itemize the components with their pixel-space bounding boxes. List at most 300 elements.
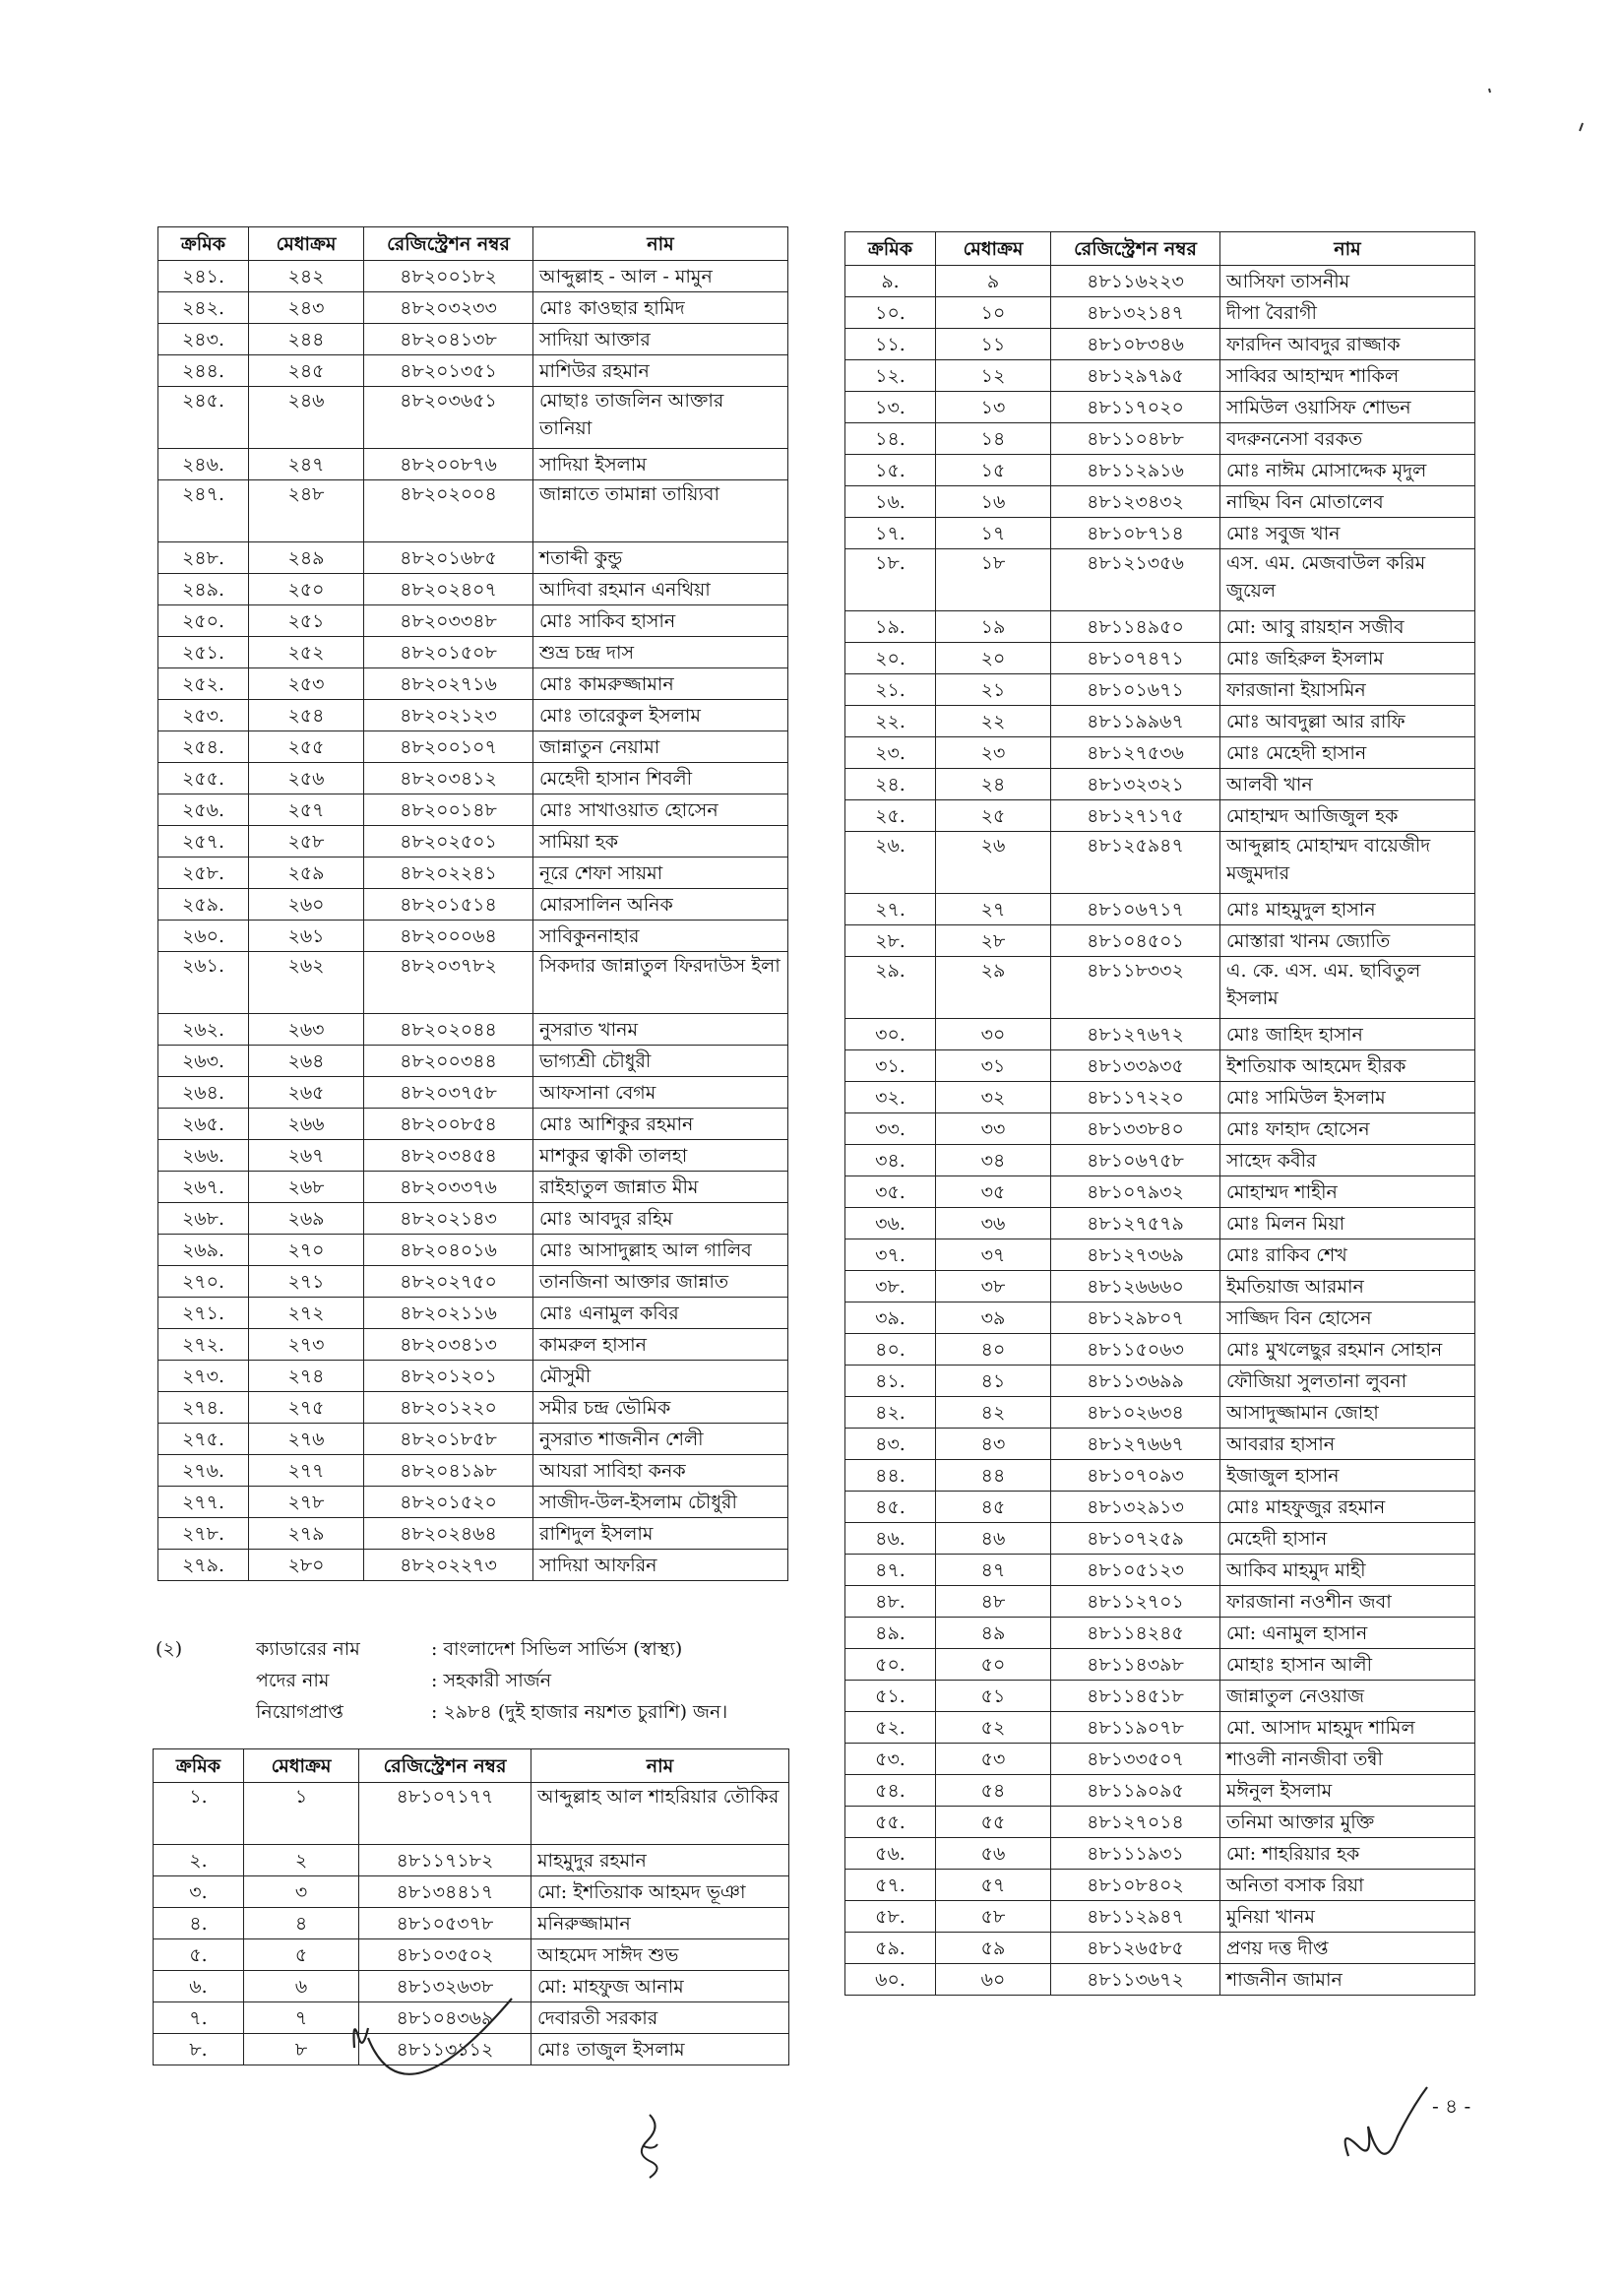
- serial-cell: ৩৫.: [845, 1176, 936, 1208]
- merit-cell: ৪৬: [936, 1523, 1051, 1555]
- table-row: [845, 455, 1475, 486]
- name-cell: মোহাঃ হাসান আলী: [1220, 1649, 1475, 1681]
- section-number: (২): [156, 1638, 183, 1660]
- merit-cell: ৫৫: [936, 1807, 1051, 1838]
- name-cell: মোঃ ফাহাদ হোসেন: [1220, 1113, 1475, 1145]
- name-cell: নূরে শেফা সায়মা: [533, 858, 788, 889]
- registration-cell: ৪৮১২৭৬৬৭: [1051, 1429, 1220, 1460]
- serial-cell: ৭.: [154, 2002, 244, 2034]
- name-cell: মোস্তারা খানম জ্যোতি: [1220, 925, 1475, 957]
- serial-cell: ২৩.: [845, 737, 936, 769]
- table-row: [158, 637, 788, 668]
- name-cell: প্রণয় দত্ত দীপ্ত: [1220, 1933, 1475, 1964]
- serial-cell: ৩৪.: [845, 1145, 936, 1176]
- serial-cell: ২২.: [845, 706, 936, 737]
- registration-cell: ৪৮১৩৩৮৪০: [1051, 1113, 1220, 1145]
- serial-cell: ১৫.: [845, 455, 936, 486]
- name-cell: সামিউল ওয়াসিফ শোভন: [1220, 392, 1475, 423]
- serial-cell: ৫৫.: [845, 1807, 936, 1838]
- name-cell: শুভ্র চন্দ্র দাস: [533, 637, 788, 668]
- name-cell: মোঃ এনামুল কবির: [533, 1298, 788, 1329]
- merit-cell: ৩৯: [936, 1302, 1051, 1334]
- registration-cell: ৪৮১২৫৯৪৭: [1051, 832, 1220, 894]
- merit-cell: ৫৮: [936, 1901, 1051, 1933]
- registration-cell: ৪৮২০২৪৬৪: [364, 1518, 533, 1550]
- table-row: [845, 1239, 1475, 1271]
- name-cell: সাদিয়া ইসলাম: [533, 449, 788, 480]
- table-row: [158, 324, 788, 355]
- name-cell: শতাব্দী কুন্ডু: [533, 542, 788, 574]
- column-header: মেধাক্রম: [244, 1749, 359, 1783]
- registration-cell: ৪৮২০০৩৪৪: [364, 1046, 533, 1077]
- serial-cell: ৩২.: [845, 1082, 936, 1113]
- table-row: [845, 957, 1475, 1019]
- merit-cell: ১১: [936, 329, 1051, 360]
- table-row: [158, 542, 788, 574]
- table-row: [845, 1744, 1475, 1775]
- table-row: [845, 392, 1475, 423]
- name-cell: সাজীদ-উল-ইসলাম চৌধুরী: [533, 1487, 788, 1518]
- registration-cell: ৪৮২০০১০৭: [364, 731, 533, 763]
- serial-cell: ৫.: [154, 1939, 244, 1971]
- serial-cell: ২৬৯.: [158, 1235, 249, 1266]
- registration-cell: ৪৮১১৯০৭৮: [1051, 1712, 1220, 1744]
- serial-cell: ৩৩.: [845, 1113, 936, 1145]
- table-row: [845, 1176, 1475, 1208]
- merit-cell: ৫: [244, 1939, 359, 1971]
- name-cell: আকিব মাহমুদ মাহী: [1220, 1555, 1475, 1586]
- name-cell: মোঃ আসাদুল্লাহ আল গালিব: [533, 1235, 788, 1266]
- registration-cell: ৪৮১৩২৬৩৮: [359, 1971, 531, 2002]
- name-cell: এ. কে. এস. এম. ছাবিতুল ইসলাম: [1220, 957, 1475, 1019]
- registration-cell: ৪৮২০০৮৭৬: [364, 449, 533, 480]
- serial-cell: ২৭০.: [158, 1266, 249, 1298]
- serial-cell: ৪৮.: [845, 1586, 936, 1618]
- merit-cell: ৫৬: [936, 1838, 1051, 1870]
- serial-cell: ১০.: [845, 297, 936, 329]
- table-row: [845, 643, 1475, 674]
- registration-cell: ৪৮২০১৫০৮: [364, 637, 533, 668]
- registration-cell: ৪৮১১৯৯৬৭: [1051, 706, 1220, 737]
- table-row: [845, 800, 1475, 832]
- merit-cell: ২৫৭: [249, 794, 364, 826]
- registration-cell: ৪৮২০২১৪৩: [364, 1203, 533, 1235]
- name-cell: ইমতিয়াজ আরমান: [1220, 1271, 1475, 1302]
- name-cell: আফসানা বেগম: [533, 1077, 788, 1109]
- name-cell: মাশকুর ত্বাকী তালহা: [533, 1140, 788, 1172]
- registration-cell: ৪৮২০২৫০১: [364, 826, 533, 858]
- name-cell: সামিয়া হক: [533, 826, 788, 858]
- serial-cell: ৫১.: [845, 1681, 936, 1712]
- registration-cell: ৪৮২০৩২৩৩: [364, 292, 533, 324]
- registration-cell: ৪৮১২৭৫৩৬: [1051, 737, 1220, 769]
- name-cell: মোঃ সাকিব হাসান: [533, 605, 788, 637]
- merit-cell: ২৪৬: [249, 387, 364, 449]
- serial-cell: ২০.: [845, 643, 936, 674]
- name-cell: সমীর চন্দ্র ভৌমিক: [533, 1392, 788, 1424]
- name-cell: শাওলী নানজীবা তন্বী: [1220, 1744, 1475, 1775]
- table-row: [845, 832, 1475, 894]
- serial-cell: ৪৬.: [845, 1523, 936, 1555]
- serial-cell: ২৬৩.: [158, 1046, 249, 1077]
- section-value: : ২৯৮৪ (দুই হাজার নয়শত চুরাশি) জন।: [431, 1701, 728, 1723]
- table-row: [845, 706, 1475, 737]
- name-cell: মোঃ মিলন মিয়া: [1220, 1208, 1475, 1239]
- serial-cell: ২৫৫.: [158, 763, 249, 794]
- table-row: [845, 266, 1475, 297]
- registration-cell: ৪৮২০৩৪১৩: [364, 1329, 533, 1361]
- merit-cell: ২১: [936, 674, 1051, 706]
- name-cell: সাদিয়া আক্তার: [533, 324, 788, 355]
- registration-cell: ৪৮১০৭২৫৯: [1051, 1523, 1220, 1555]
- name-cell: মোঃ জাহিদ হাসান: [1220, 1019, 1475, 1050]
- name-cell: মোঃ তাজুল ইসলাম: [531, 2034, 789, 2065]
- table-row: [158, 889, 788, 921]
- serial-cell: ২৫৯.: [158, 889, 249, 921]
- merit-cell: ২৫৪: [249, 700, 364, 731]
- serial-cell: ২৪৭.: [158, 480, 249, 542]
- serial-cell: ১৪.: [845, 423, 936, 455]
- name-cell: ফারজানা ইয়াসমিন: [1220, 674, 1475, 706]
- serial-cell: ৪০.: [845, 1334, 936, 1366]
- name-cell: সাহেদ কবীর: [1220, 1145, 1475, 1176]
- table-row: [845, 1113, 1475, 1145]
- name-cell: মুনিয়া খানম: [1220, 1901, 1475, 1933]
- table-row: [845, 1492, 1475, 1523]
- registration-cell: ৪৮১২৯৮০৭: [1051, 1302, 1220, 1334]
- table-row: [158, 1424, 788, 1455]
- table-row: [158, 1455, 788, 1487]
- page-number: - ৪ -: [1432, 2094, 1471, 2118]
- name-cell: মৌসুমী: [533, 1361, 788, 1392]
- column-header: ক্রমিক: [158, 227, 249, 261]
- name-cell: মো: শাহরিয়ার হক: [1220, 1838, 1475, 1870]
- table-row: [158, 1140, 788, 1172]
- registration-cell: ৪৮২০৪১৩৮: [364, 324, 533, 355]
- table-row: [845, 1460, 1475, 1492]
- serial-cell: ২৪.: [845, 769, 936, 800]
- name-cell: মোঃ কামরুজ্জামান: [533, 668, 788, 700]
- name-cell: মো: ইশতিয়াক আহমদ ভূঞা: [531, 1876, 789, 1908]
- merit-cell: ৩২: [936, 1082, 1051, 1113]
- registration-cell: ৪৮২০১৬৮৫: [364, 542, 533, 574]
- registration-cell: ৪৮১২৬৬৬০: [1051, 1271, 1220, 1302]
- registration-cell: ৪৮১২১৩৫৬: [1051, 549, 1220, 611]
- merit-cell: ২৭৯: [249, 1518, 364, 1550]
- serial-cell: ৫২.: [845, 1712, 936, 1744]
- table-row: [845, 1271, 1475, 1302]
- table-row: [845, 769, 1475, 800]
- name-cell: মো: এনামুল হাসান: [1220, 1618, 1475, 1649]
- table-row: [154, 1783, 789, 1845]
- column-header: নাম: [533, 227, 788, 261]
- serial-cell: ৯.: [845, 266, 936, 297]
- name-cell: সাবিকুননাহার: [533, 921, 788, 952]
- registration-cell: ৪৮২০৩৩৪৮: [364, 605, 533, 637]
- table-row: [845, 1649, 1475, 1681]
- signature-icon: [1329, 2067, 1447, 2186]
- merit-cell: ২২: [936, 706, 1051, 737]
- name-cell: নুসরাত খানম: [533, 1014, 788, 1046]
- table-row: [158, 1172, 788, 1203]
- merit-cell: ২৫৩: [249, 668, 364, 700]
- name-cell: মোছাঃ তাজলিন আক্তার তানিয়া: [533, 387, 788, 449]
- registration-cell: ৪৮২০১২০১: [364, 1361, 533, 1392]
- registration-cell: ৪৮১৩২৩২১: [1051, 769, 1220, 800]
- registration-cell: ৪৮১২৭৫৭৯: [1051, 1208, 1220, 1239]
- merit-cell: ১৫: [936, 455, 1051, 486]
- registration-cell: ৪৮১০৪৫০১: [1051, 925, 1220, 957]
- name-cell: মোঃ মাহমুদুল হাসান: [1220, 894, 1475, 925]
- serial-cell: ২৪৯.: [158, 574, 249, 605]
- table-row: [158, 261, 788, 292]
- registration-cell: ৪৮২০২১২৩: [364, 700, 533, 731]
- merit-table-right: [844, 231, 1475, 1996]
- name-cell: আব্দুল্লাহ - আল - মামুন: [533, 261, 788, 292]
- registration-cell: ৪৮২০২০০৪: [364, 480, 533, 542]
- name-cell: শাজনীন জামান: [1220, 1964, 1475, 1996]
- registration-cell: ৪৮১৩৪৪১৭: [359, 1876, 531, 1908]
- serial-cell: ৪১.: [845, 1366, 936, 1397]
- serial-cell: ৩৭.: [845, 1239, 936, 1271]
- registration-cell: ৪৮২০৩৪৫৪: [364, 1140, 533, 1172]
- column-header: নাম: [531, 1749, 789, 1783]
- registration-cell: ৪৮১০৫১২৩: [1051, 1555, 1220, 1586]
- name-cell: তনিমা আক্তার মুক্তি: [1220, 1807, 1475, 1838]
- column-header: মেধাক্রম: [936, 232, 1051, 266]
- merit-cell: ৪৭: [936, 1555, 1051, 1586]
- merit-cell: ৪৫: [936, 1492, 1051, 1523]
- merit-cell: ২৬৩: [249, 1014, 364, 1046]
- serial-cell: ৮.: [154, 2034, 244, 2065]
- name-cell: জান্নাতে তামান্না তায়্যিবা: [533, 480, 788, 542]
- registration-cell: ৪৮১০২৬৩৪: [1051, 1397, 1220, 1429]
- registration-cell: ৪৮২০০১৮২: [364, 261, 533, 292]
- registration-cell: ৪৮১৩৩৯৩৫: [1051, 1050, 1220, 1082]
- serial-cell: ৪.: [154, 1908, 244, 1939]
- serial-cell: ২৫৪.: [158, 731, 249, 763]
- name-cell: ফৌজিয়া সুলতানা লুবনা: [1220, 1366, 1475, 1397]
- name-cell: মোঃ আবদুর রহিম: [533, 1203, 788, 1235]
- table-row: [158, 1487, 788, 1518]
- serial-cell: ৩০.: [845, 1019, 936, 1050]
- registration-cell: ৪৮১১৭২২০: [1051, 1082, 1220, 1113]
- merit-cell: ২৮: [936, 925, 1051, 957]
- merit-cell: ২৬৪: [249, 1046, 364, 1077]
- merit-cell: ৬: [244, 1971, 359, 2002]
- table-row: [158, 826, 788, 858]
- table-header-row: [845, 232, 1475, 266]
- merit-cell: ৪: [244, 1908, 359, 1939]
- table-row: [845, 1838, 1475, 1870]
- merit-cell: ৭: [244, 2002, 359, 2034]
- serial-cell: ১৩.: [845, 392, 936, 423]
- registration-cell: ৪৮১০৮৭১৪: [1051, 518, 1220, 549]
- name-cell: মেহেদী হাসান শিবলী: [533, 763, 788, 794]
- table-row: [158, 1235, 788, 1266]
- registration-cell: ৪৮২০১২২০: [364, 1392, 533, 1424]
- serial-cell: ১২.: [845, 360, 936, 392]
- merit-cell: ৩৪: [936, 1145, 1051, 1176]
- merit-cell: ২৫: [936, 800, 1051, 832]
- name-cell: দেবারতী সরকার: [531, 2002, 789, 2034]
- registration-cell: ৪৮২০২২৭৩: [364, 1550, 533, 1581]
- registration-cell: ৪৮১০৭০৯৩: [1051, 1460, 1220, 1492]
- table-row: [845, 1964, 1475, 1996]
- table-row: [845, 611, 1475, 643]
- name-cell: মোঃ সাখাওয়াত হোসেন: [533, 794, 788, 826]
- merit-cell: ১৪: [936, 423, 1051, 455]
- merit-cell: ২৪২: [249, 261, 364, 292]
- merit-cell: ৫২: [936, 1712, 1051, 1744]
- serial-cell: ২৭২.: [158, 1329, 249, 1361]
- serial-cell: ২৭৮.: [158, 1518, 249, 1550]
- registration-cell: ৪৮১১২৯১৬: [1051, 455, 1220, 486]
- table-row: [158, 292, 788, 324]
- name-cell: মোঃ তারেকুল ইসলাম: [533, 700, 788, 731]
- serial-cell: ১৮.: [845, 549, 936, 611]
- registration-cell: ৪৮২০৩৭৫৮: [364, 1077, 533, 1109]
- name-cell: অনিতা বসাক রিয়া: [1220, 1870, 1475, 1901]
- table-row: [845, 1019, 1475, 1050]
- serial-cell: ১৬.: [845, 486, 936, 518]
- serial-cell: ২৬৬.: [158, 1140, 249, 1172]
- merit-cell: ২৯: [936, 957, 1051, 1019]
- table-row: [845, 737, 1475, 769]
- registration-cell: ৪৮২০৪০১৬: [364, 1235, 533, 1266]
- merit-cell: ২৭১: [249, 1266, 364, 1298]
- merit-cell: ৩১: [936, 1050, 1051, 1082]
- merit-cell: ২৭৫: [249, 1392, 364, 1424]
- registration-cell: ৪৮১২৬৫৮৫: [1051, 1933, 1220, 1964]
- serial-cell: ২৭১.: [158, 1298, 249, 1329]
- serial-cell: ৫৭.: [845, 1870, 936, 1901]
- column-header: ক্রমিক: [154, 1749, 244, 1783]
- table-row: [154, 1908, 789, 1939]
- table-row: [158, 387, 788, 449]
- table-row: [845, 1366, 1475, 1397]
- merit-cell: ২৭০: [249, 1235, 364, 1266]
- serial-cell: ২৪৪.: [158, 355, 249, 387]
- name-cell: জান্নাতুল নেওয়াজ: [1220, 1681, 1475, 1712]
- serial-cell: ৪৫.: [845, 1492, 936, 1523]
- name-cell: মোঃ জহিরুল ইসলাম: [1220, 643, 1475, 674]
- merit-cell: ১: [244, 1783, 359, 1845]
- registration-cell: ৪৮২০২২৪১: [364, 858, 533, 889]
- table-row: [158, 1014, 788, 1046]
- name-cell: ইজাজুল হাসান: [1220, 1460, 1475, 1492]
- serial-cell: ১৯.: [845, 611, 936, 643]
- merit-cell: ২৪৯: [249, 542, 364, 574]
- table-row: [845, 925, 1475, 957]
- merit-cell: ২৫৮: [249, 826, 364, 858]
- table-row: [845, 1082, 1475, 1113]
- serial-cell: ৪৪.: [845, 1460, 936, 1492]
- table-row: [845, 1775, 1475, 1807]
- merit-cell: ২৬: [936, 832, 1051, 894]
- merit-cell: ৩০: [936, 1019, 1051, 1050]
- serial-cell: ২৪৮.: [158, 542, 249, 574]
- registration-cell: ৪৮১১৩৬৭২: [1051, 1964, 1220, 1996]
- name-cell: এস. এম. মেজবাউল করিম জুয়েল: [1220, 549, 1475, 611]
- column-header: ক্রমিক: [845, 232, 936, 266]
- name-cell: মাহমুদুর রহমান: [531, 1845, 789, 1876]
- table-row: [158, 449, 788, 480]
- merit-cell: ২৭৮: [249, 1487, 364, 1518]
- merit-cell: ৫১: [936, 1681, 1051, 1712]
- merit-cell: ১৮: [936, 549, 1051, 611]
- merit-cell: ১৩: [936, 392, 1051, 423]
- serial-cell: ২৫৭.: [158, 826, 249, 858]
- name-cell: আবরার হাসান: [1220, 1429, 1475, 1460]
- table-row: [845, 329, 1475, 360]
- registration-cell: ৪৮১১৫০৬৩: [1051, 1334, 1220, 1366]
- serial-cell: ২৫১.: [158, 637, 249, 668]
- serial-cell: ২৪৬.: [158, 449, 249, 480]
- registration-cell: ৪৮১২৭৩৬৯: [1051, 1239, 1220, 1271]
- section-label: নিয়োগপ্রাপ্ত: [256, 1701, 344, 1723]
- merit-cell: ২৪৪: [249, 324, 364, 355]
- merit-cell: ১৭: [936, 518, 1051, 549]
- merit-cell: ২৬৫: [249, 1077, 364, 1109]
- merit-cell: ৩৫: [936, 1176, 1051, 1208]
- registration-cell: ৪৮১১৬২২৩: [1051, 266, 1220, 297]
- merit-cell: ৪০: [936, 1334, 1051, 1366]
- table-row: [845, 1712, 1475, 1744]
- registration-cell: ৪৮১১৩১১২: [359, 2034, 531, 2065]
- registration-cell: ৪৮১১২৯৪৭: [1051, 1901, 1220, 1933]
- registration-cell: ৪৮১১০৪৮৮: [1051, 423, 1220, 455]
- table-header-row: [158, 227, 788, 261]
- table-row: [158, 1518, 788, 1550]
- registration-cell: ৪৮২০১৫১৪: [364, 889, 533, 921]
- merit-cell: ৮: [244, 2034, 359, 2065]
- merit-cell: ২৬১: [249, 921, 364, 952]
- merit-cell: ২৮০: [249, 1550, 364, 1581]
- serial-cell: ২৬২.: [158, 1014, 249, 1046]
- serial-cell: ২৬১.: [158, 952, 249, 1014]
- table-row: [158, 574, 788, 605]
- serial-cell: ৩৮.: [845, 1271, 936, 1302]
- name-cell: আহমেদ সাঈদ শুভ: [531, 1939, 789, 1971]
- table-row: [845, 1586, 1475, 1618]
- merit-cell: ১৬: [936, 486, 1051, 518]
- serial-cell: ২৫৮.: [158, 858, 249, 889]
- name-cell: মোঃ সবুজ খান: [1220, 518, 1475, 549]
- serial-cell: ৩৬.: [845, 1208, 936, 1239]
- merit-cell: ৪৪: [936, 1460, 1051, 1492]
- name-cell: মো: আবু রায়হান সজীব: [1220, 611, 1475, 643]
- registration-cell: ৪৮১৩২১৪৭: [1051, 297, 1220, 329]
- merit-cell: ২৬৮: [249, 1172, 364, 1203]
- table-row: [158, 1203, 788, 1235]
- table-row: [845, 674, 1475, 706]
- table-row: [154, 1845, 789, 1876]
- registration-cell: ৪৮১০৮৪০২: [1051, 1870, 1220, 1901]
- table-row: [845, 486, 1475, 518]
- registration-cell: ৪৮১০৮৩৪৬: [1051, 329, 1220, 360]
- registration-cell: ৪৮২০১৮৫৮: [364, 1424, 533, 1455]
- registration-cell: ৪৮২০২৭১৬: [364, 668, 533, 700]
- name-cell: মোঃ রাকিব শেখ: [1220, 1239, 1475, 1271]
- initials-icon: [630, 2107, 669, 2195]
- name-cell: মোহাম্মদ আজিজুল হক: [1220, 800, 1475, 832]
- name-cell: সাজ্জিদ বিন হোসেন: [1220, 1302, 1475, 1334]
- table-row: [845, 1870, 1475, 1901]
- registration-cell: ৪৮১১৭০২০: [1051, 392, 1220, 423]
- merit-cell: ২৭৭: [249, 1455, 364, 1487]
- serial-cell: ২৪১.: [158, 261, 249, 292]
